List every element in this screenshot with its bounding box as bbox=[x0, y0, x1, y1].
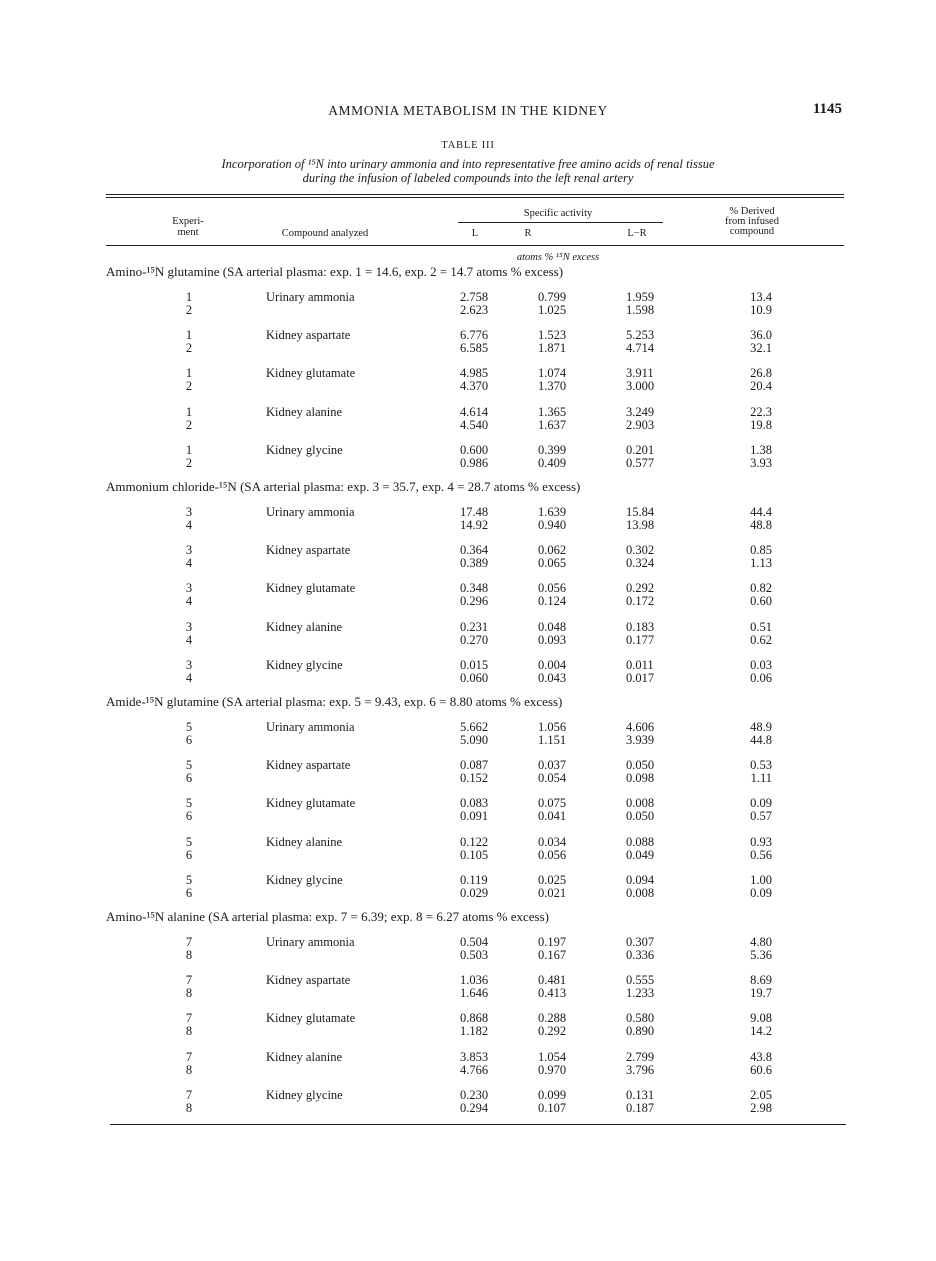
value-L-minus-R: 0.183 bbox=[626, 620, 655, 634]
top-rule bbox=[106, 194, 844, 195]
compound-name: Kidney alanine bbox=[266, 835, 343, 849]
value-L: 0.060 bbox=[460, 671, 489, 685]
value-L-minus-R: 3.000 bbox=[626, 379, 655, 393]
value-percent-derived: 3.93 bbox=[750, 456, 772, 470]
value-L: 1.646 bbox=[460, 986, 489, 1000]
experiment-number: 7 bbox=[185, 1050, 193, 1064]
value-L: 0.348 bbox=[460, 581, 489, 595]
value-L-minus-R: 3.249 bbox=[626, 405, 655, 419]
value-L: 17.48 bbox=[460, 505, 489, 519]
value-L: 3.853 bbox=[460, 1050, 489, 1064]
value-R: 1.370 bbox=[538, 379, 567, 393]
experiment-number: 7 bbox=[185, 935, 193, 949]
experiment-number: 5 bbox=[185, 720, 193, 734]
value-L: 0.389 bbox=[460, 556, 489, 570]
experiment-number: 8 bbox=[185, 1063, 193, 1077]
value-L-minus-R: 0.201 bbox=[626, 443, 655, 457]
value-L: 0.087 bbox=[460, 758, 489, 772]
experiment-number: 4 bbox=[185, 518, 193, 532]
value-percent-derived: 10.9 bbox=[750, 303, 772, 317]
experiment-number: 6 bbox=[185, 733, 193, 747]
compound-name: Kidney glycine bbox=[266, 443, 343, 457]
experiment-number: 6 bbox=[185, 809, 193, 823]
value-L: 4.985 bbox=[460, 366, 489, 380]
value-R: 0.034 bbox=[538, 835, 567, 849]
col-derived: % Derived from infused compound bbox=[725, 206, 779, 237]
value-percent-derived: 19.7 bbox=[750, 986, 772, 1000]
value-L-minus-R: 1.959 bbox=[626, 290, 655, 304]
value-L: 0.091 bbox=[460, 809, 489, 823]
table-caption bbox=[150, 157, 786, 185]
running-title: AMMONIA METABOLISM IN THE KIDNEY bbox=[328, 103, 608, 118]
section-title: Amino-¹⁵N glutamine (SA arterial plasma: exp. 1 = 14.6, exp. 2 = 14.7 atoms % excess) bbox=[106, 264, 564, 279]
experiment-number: 4 bbox=[185, 671, 193, 685]
value-percent-derived: 43.8 bbox=[750, 1050, 772, 1064]
value-R: 0.054 bbox=[538, 771, 567, 785]
value-L: 0.083 bbox=[460, 796, 489, 810]
value-R: 0.043 bbox=[538, 671, 567, 685]
value-R: 1.074 bbox=[538, 366, 567, 380]
experiment-number: 2 bbox=[185, 379, 193, 393]
value-L-minus-R: 4.714 bbox=[626, 341, 655, 355]
compound-name: Kidney alanine bbox=[266, 1050, 343, 1064]
value-percent-derived: 4.80 bbox=[750, 935, 772, 949]
col-compound: Compound analyzed bbox=[281, 228, 369, 239]
compound-name: Kidney glutamate bbox=[266, 581, 356, 595]
value-R: 0.288 bbox=[538, 1011, 567, 1025]
col-R: R bbox=[524, 228, 532, 239]
value-L: 0.230 bbox=[460, 1088, 489, 1102]
value-R: 0.062 bbox=[538, 543, 567, 557]
experiment-number: 7 bbox=[185, 973, 193, 987]
value-L: 5.662 bbox=[460, 720, 489, 734]
value-L: 0.029 bbox=[460, 886, 489, 900]
experiment-number: 1 bbox=[185, 405, 193, 419]
col-L-minus-R: L−R bbox=[627, 228, 647, 239]
compound-name: Kidney alanine bbox=[266, 405, 343, 419]
compound-name: Kidney glutamate bbox=[266, 1011, 356, 1025]
value-percent-derived: 1.13 bbox=[750, 556, 772, 570]
value-percent-derived: 19.8 bbox=[750, 418, 772, 432]
value-L-minus-R: 0.307 bbox=[626, 935, 655, 949]
value-percent-derived: 36.0 bbox=[750, 328, 772, 342]
compound-name: Kidney glycine bbox=[266, 1088, 343, 1102]
value-L: 4.766 bbox=[460, 1063, 489, 1077]
section-title: Ammonium chloride-¹⁵N (SA arterial plasma: exp. 3 = 35.7, exp. 4 = 28.7 atoms % excess) bbox=[106, 479, 581, 494]
compound-name: Kidney alanine bbox=[266, 620, 343, 634]
compound-name: Urinary ammonia bbox=[266, 720, 355, 734]
experiment-number: 3 bbox=[185, 581, 193, 595]
value-percent-derived: 0.09 bbox=[750, 886, 772, 900]
value-L: 2.758 bbox=[460, 290, 489, 304]
value-R: 0.940 bbox=[538, 518, 567, 532]
bottom-rule bbox=[110, 1124, 846, 1125]
value-L: 6.776 bbox=[460, 328, 489, 342]
value-R: 0.970 bbox=[538, 1063, 567, 1077]
compound-name: Kidney glutamate bbox=[266, 796, 356, 810]
caption-line: Incorporation of ¹⁵N into urinary ammonia and into representative free amino acids of renal tissue bbox=[221, 157, 715, 171]
value-R: 1.151 bbox=[538, 733, 567, 747]
value-L: 0.119 bbox=[460, 873, 488, 887]
compound-name: Kidney glycine bbox=[266, 658, 343, 672]
value-L: 5.090 bbox=[460, 733, 489, 747]
experiment-number: 3 bbox=[185, 620, 193, 634]
value-L-minus-R: 0.177 bbox=[626, 633, 655, 647]
experiment-number: 8 bbox=[185, 1024, 193, 1038]
value-percent-derived: 48.8 bbox=[750, 518, 772, 532]
experiment-number: 2 bbox=[185, 418, 193, 432]
value-L-minus-R: 0.555 bbox=[626, 973, 655, 987]
compound-name: Urinary ammonia bbox=[266, 290, 355, 304]
value-L: 0.231 bbox=[460, 620, 489, 634]
value-percent-derived: 44.8 bbox=[750, 733, 772, 747]
experiment-number: 2 bbox=[185, 341, 193, 355]
experiment-number: 8 bbox=[185, 1101, 193, 1115]
value-L: 0.122 bbox=[460, 835, 489, 849]
value-R: 0.093 bbox=[538, 633, 567, 647]
value-L-minus-R: 0.131 bbox=[626, 1088, 655, 1102]
units-label: atoms % ¹⁵N excess bbox=[516, 252, 600, 263]
value-L-minus-R: 0.577 bbox=[626, 456, 655, 470]
value-L: 0.296 bbox=[460, 594, 489, 608]
experiment-number: 5 bbox=[185, 796, 193, 810]
value-R: 0.075 bbox=[538, 796, 567, 810]
value-R: 0.409 bbox=[538, 456, 567, 470]
value-L-minus-R: 0.580 bbox=[626, 1011, 655, 1025]
experiment-number: 3 bbox=[185, 658, 193, 672]
compound-name: Kidney aspartate bbox=[266, 973, 351, 987]
value-L-minus-R: 3.911 bbox=[626, 366, 654, 380]
value-L-minus-R: 2.903 bbox=[626, 418, 655, 432]
value-percent-derived: 1.11 bbox=[750, 771, 772, 785]
value-percent-derived: 0.03 bbox=[750, 658, 772, 672]
value-R: 0.048 bbox=[538, 620, 567, 634]
value-L-minus-R: 0.172 bbox=[626, 594, 655, 608]
experiment-number: 6 bbox=[185, 848, 193, 862]
value-percent-derived: 8.69 bbox=[750, 973, 772, 987]
value-L-minus-R: 0.098 bbox=[626, 771, 655, 785]
value-percent-derived: 0.62 bbox=[750, 633, 772, 647]
value-L-minus-R: 1.233 bbox=[626, 986, 655, 1000]
value-R: 0.021 bbox=[538, 886, 567, 900]
value-L-minus-R: 0.050 bbox=[626, 758, 655, 772]
compound-name: Urinary ammonia bbox=[266, 505, 355, 519]
value-L-minus-R: 0.302 bbox=[626, 543, 655, 557]
value-L-minus-R: 0.187 bbox=[626, 1101, 655, 1115]
experiment-number: 8 bbox=[185, 986, 193, 1000]
value-percent-derived: 0.09 bbox=[750, 796, 772, 810]
value-L-minus-R: 13.98 bbox=[626, 518, 655, 532]
value-L-minus-R: 0.088 bbox=[626, 835, 655, 849]
value-L-minus-R: 3.796 bbox=[626, 1063, 655, 1077]
value-R: 0.292 bbox=[538, 1024, 567, 1038]
value-percent-derived: 5.36 bbox=[750, 948, 772, 962]
value-percent-derived: 0.93 bbox=[750, 835, 772, 849]
col-specific-activity: Specific activity bbox=[523, 208, 593, 219]
compound-name: Kidney glutamate bbox=[266, 366, 356, 380]
page-number: 1145 bbox=[812, 101, 842, 117]
value-percent-derived: 13.4 bbox=[750, 290, 772, 304]
value-percent-derived: 14.2 bbox=[750, 1024, 772, 1038]
value-L-minus-R: 5.253 bbox=[626, 328, 655, 342]
compound-name: Kidney glycine bbox=[266, 873, 343, 887]
value-L-minus-R: 4.606 bbox=[626, 720, 655, 734]
value-L: 0.868 bbox=[460, 1011, 489, 1025]
value-L-minus-R: 3.939 bbox=[626, 733, 655, 747]
value-percent-derived: 32.1 bbox=[750, 341, 772, 355]
value-L: 6.585 bbox=[460, 341, 489, 355]
value-percent-derived: 26.8 bbox=[750, 366, 772, 380]
col-L: L bbox=[471, 228, 479, 239]
caption-line: during the infusion of labeled compounds into the left renal artery bbox=[302, 171, 634, 185]
value-L: 4.540 bbox=[460, 418, 489, 432]
value-R: 0.197 bbox=[538, 935, 567, 949]
value-R: 0.399 bbox=[538, 443, 567, 457]
compound-name: Urinary ammonia bbox=[266, 935, 355, 949]
value-L: 0.503 bbox=[460, 948, 489, 962]
value-R: 1.054 bbox=[538, 1050, 567, 1064]
value-R: 1.056 bbox=[538, 720, 567, 734]
experiment-number: 7 bbox=[185, 1011, 193, 1025]
value-L-minus-R: 0.324 bbox=[626, 556, 655, 570]
value-percent-derived: 0.53 bbox=[750, 758, 772, 772]
value-R: 1.365 bbox=[538, 405, 567, 419]
experiment-number: 1 bbox=[185, 443, 193, 457]
experiment-number: 3 bbox=[185, 543, 193, 557]
section-title: Amide-¹⁵N glutamine (SA arterial plasma: exp. 5 = 9.43, exp. 6 = 8.80 atoms % excess) bbox=[106, 694, 563, 709]
value-R: 1.637 bbox=[538, 418, 567, 432]
experiment-number: 5 bbox=[185, 758, 193, 772]
value-percent-derived: 0.60 bbox=[750, 594, 772, 608]
experiment-number: 6 bbox=[185, 886, 193, 900]
value-L: 0.294 bbox=[460, 1101, 489, 1115]
value-percent-derived: 0.51 bbox=[750, 620, 772, 634]
experiment-number: 1 bbox=[185, 366, 193, 380]
header-rule bbox=[106, 245, 844, 246]
compound-name: Kidney aspartate bbox=[266, 328, 351, 342]
value-R: 0.481 bbox=[538, 973, 567, 987]
value-R: 0.099 bbox=[538, 1088, 567, 1102]
value-percent-derived: 1.00 bbox=[750, 873, 772, 887]
value-percent-derived: 0.06 bbox=[750, 671, 772, 685]
experiment-number: 6 bbox=[185, 771, 193, 785]
value-percent-derived: 9.08 bbox=[750, 1011, 772, 1025]
value-L-minus-R: 0.008 bbox=[626, 796, 655, 810]
experiment-number: 7 bbox=[185, 1088, 193, 1102]
value-percent-derived: 0.85 bbox=[750, 543, 772, 557]
value-L: 0.364 bbox=[460, 543, 489, 557]
value-L-minus-R: 1.598 bbox=[626, 303, 655, 317]
value-R: 0.167 bbox=[538, 948, 567, 962]
experiment-number: 3 bbox=[185, 505, 193, 519]
value-R: 0.041 bbox=[538, 809, 567, 823]
experiment-number: 4 bbox=[185, 633, 193, 647]
value-L-minus-R: 0.336 bbox=[626, 948, 655, 962]
value-L-minus-R: 2.799 bbox=[626, 1050, 655, 1064]
value-R: 0.056 bbox=[538, 581, 567, 595]
value-L: 4.370 bbox=[460, 379, 489, 393]
value-R: 0.124 bbox=[538, 594, 567, 608]
value-L: 0.015 bbox=[460, 658, 489, 672]
value-R: 0.056 bbox=[538, 848, 567, 862]
value-L: 0.986 bbox=[460, 456, 489, 470]
value-R: 1.871 bbox=[538, 341, 567, 355]
value-L: 2.623 bbox=[460, 303, 489, 317]
value-percent-derived: 0.82 bbox=[750, 581, 772, 595]
value-L: 0.600 bbox=[460, 443, 489, 457]
value-percent-derived: 0.56 bbox=[750, 848, 772, 862]
experiment-number: 4 bbox=[185, 556, 193, 570]
experiment-number: 4 bbox=[185, 594, 193, 608]
value-L: 0.504 bbox=[460, 935, 489, 949]
col-experiment: Experi- ment bbox=[172, 216, 204, 238]
specific-activity-rule bbox=[458, 222, 663, 223]
value-L-minus-R: 0.292 bbox=[626, 581, 655, 595]
value-L: 0.270 bbox=[460, 633, 489, 647]
value-percent-derived: 60.6 bbox=[750, 1063, 772, 1077]
value-R: 0.413 bbox=[538, 986, 567, 1000]
value-L-minus-R: 0.049 bbox=[626, 848, 655, 862]
experiment-number: 5 bbox=[185, 873, 193, 887]
value-R: 1.639 bbox=[538, 505, 567, 519]
value-R: 0.107 bbox=[538, 1101, 567, 1115]
experiment-number: 1 bbox=[185, 290, 193, 304]
value-percent-derived: 44.4 bbox=[750, 505, 772, 519]
value-percent-derived: 1.38 bbox=[750, 443, 772, 457]
value-L-minus-R: 15.84 bbox=[626, 505, 655, 519]
value-R: 0.799 bbox=[538, 290, 567, 304]
value-L: 1.182 bbox=[460, 1024, 489, 1038]
table-label: TABLE III bbox=[441, 140, 495, 151]
value-percent-derived: 2.05 bbox=[750, 1088, 772, 1102]
value-percent-derived: 2.98 bbox=[750, 1101, 772, 1115]
top-rule bbox=[106, 197, 844, 198]
experiment-number: 1 bbox=[185, 328, 193, 342]
value-L: 0.105 bbox=[460, 848, 489, 862]
value-L-minus-R: 0.094 bbox=[626, 873, 655, 887]
page-header bbox=[0, 103, 936, 123]
value-percent-derived: 48.9 bbox=[750, 720, 772, 734]
value-L-minus-R: 0.008 bbox=[626, 886, 655, 900]
value-L: 14.92 bbox=[460, 518, 489, 532]
compound-name: Kidney aspartate bbox=[266, 543, 351, 557]
section-title: Amino-¹⁵N alanine (SA arterial plasma: exp. 7 = 6.39; exp. 8 = 6.27 atoms % excess) bbox=[106, 909, 549, 924]
value-R: 1.025 bbox=[538, 303, 567, 317]
value-L-minus-R: 0.011 bbox=[626, 658, 654, 672]
value-L-minus-R: 0.050 bbox=[626, 809, 655, 823]
value-L: 0.152 bbox=[460, 771, 489, 785]
value-R: 0.037 bbox=[538, 758, 567, 772]
value-L: 1.036 bbox=[460, 973, 489, 987]
experiment-number: 2 bbox=[185, 456, 193, 470]
experiment-number: 2 bbox=[185, 303, 193, 317]
value-L-minus-R: 0.017 bbox=[626, 671, 655, 685]
experiment-number: 8 bbox=[185, 948, 193, 962]
value-R: 0.065 bbox=[538, 556, 567, 570]
value-L: 4.614 bbox=[460, 405, 489, 419]
experiment-number: 5 bbox=[185, 835, 193, 849]
value-percent-derived: 22.3 bbox=[750, 405, 772, 419]
value-R: 0.025 bbox=[538, 873, 567, 887]
compound-name: Kidney aspartate bbox=[266, 758, 351, 772]
value-R: 1.523 bbox=[538, 328, 567, 342]
value-R: 0.004 bbox=[538, 658, 567, 672]
value-L-minus-R: 0.890 bbox=[626, 1024, 655, 1038]
value-percent-derived: 0.57 bbox=[750, 809, 772, 823]
value-percent-derived: 20.4 bbox=[750, 379, 772, 393]
